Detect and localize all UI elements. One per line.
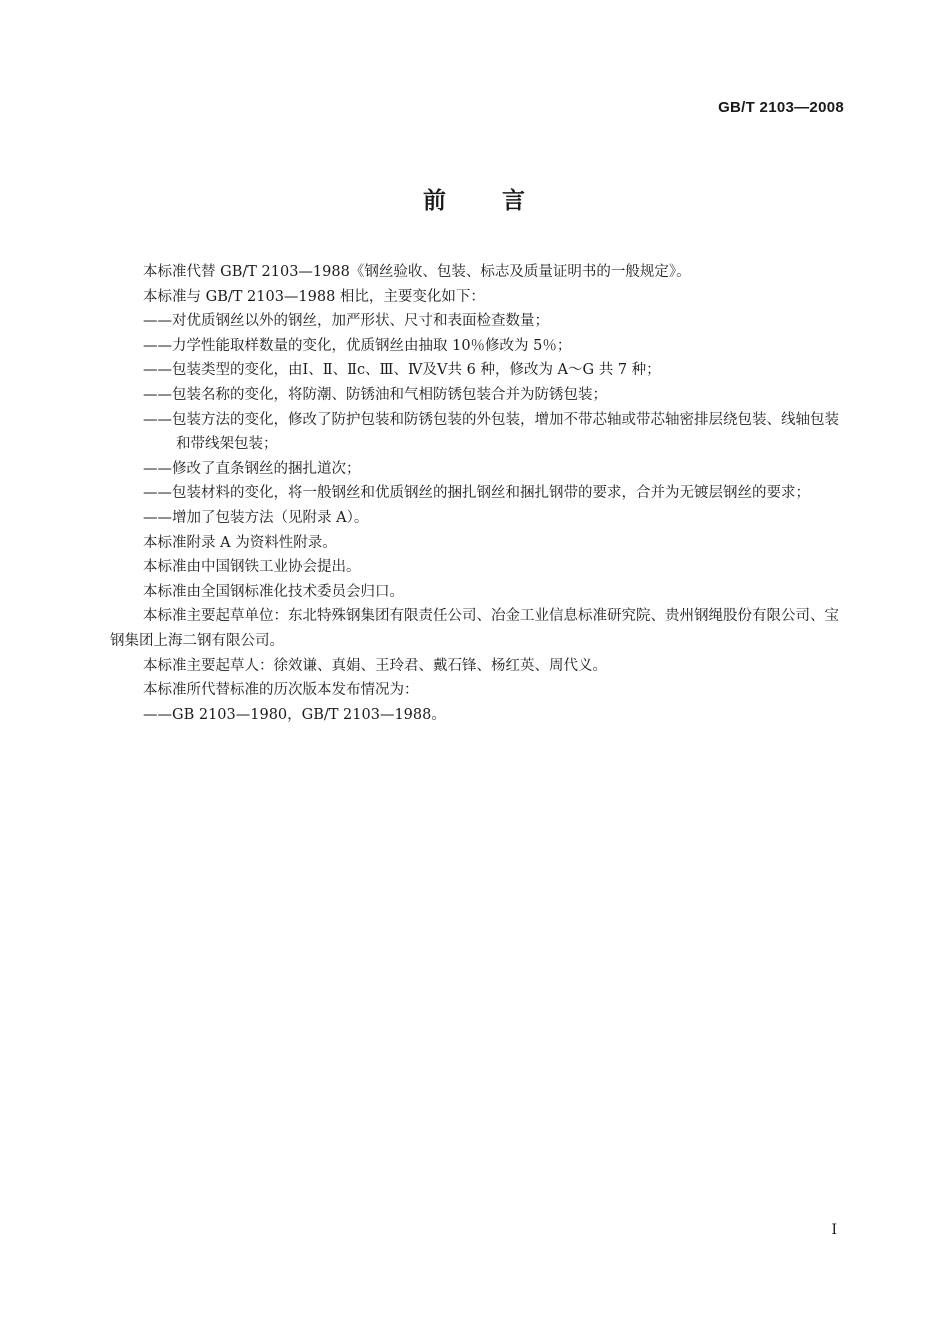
paragraph-replacement: 本标准代替 GB/T 2103—1988《钢丝验收、包装、标志及质量证明书的一般规定》。 (143, 264, 691, 280)
page-title-part-1: 前 (423, 188, 448, 214)
document-body (110, 260, 846, 727)
change-item: ——包装名称的变化，将防潮、防锈油和气相防锈包装合并为防锈包装； (143, 386, 607, 403)
page-title-part-2: 言 (502, 188, 527, 214)
paragraph-comparison: 本标准与 GB/T 2103—1988 相比，主要变化如下： (143, 288, 485, 305)
change-item: ——包装类型的变化，由Ⅰ、Ⅱ、Ⅱc、Ⅲ、Ⅳ及Ⅴ共 6 种，修改为 A～G 共 7 种； (143, 362, 661, 379)
paragraph-proposed-by: 本标准由中国钢铁工业协会提出。 (143, 559, 361, 576)
paragraph-appendix: 本标准附录 A 为资料性附录。 (143, 534, 337, 551)
history-item: ——GB 2103—1980，GB/T 2103—1988。 (143, 706, 446, 723)
paragraph-centralized-by: 本标准由全国钢标准化技术委员会归口。 (143, 583, 404, 600)
change-item: ——对优质钢丝以外的钢丝，加严形状、尺寸和表面检查数量； (143, 313, 549, 330)
paragraph-drafting-units: 本标准主要起草单位：东北特殊钢集团有限责任公司、冶金工业信息标准研究院、贵州钢绳股份有限公司、宝钢集团上海二钢有限公司。 (110, 608, 839, 649)
change-item: ——增加了包装方法（见附录 A）。 (143, 509, 369, 526)
change-item: ——力学性能取样数量的变化，优质钢丝由抽取 10％修改为 5％； (143, 337, 572, 354)
page-number: I (831, 1222, 837, 1238)
change-item: ——包装方法的变化，修改了防护包装和防锈包装的外包装，增加不带芯轴或带芯轴密排层绕包装、线轴包装和带线架包装； (143, 411, 839, 453)
change-item: ——包装材料的变化，将一般钢丝和优质钢丝的捆扎钢丝和捆扎钢带的要求，合并为无镀层钢丝的要求； (143, 485, 810, 502)
paragraph-history: 本标准所代替标准的历次版本发布情况为： (143, 682, 419, 699)
paragraph-drafters: 本标准主要起草人：徐效谦、真娟、王玲君、戴石锋、杨红英、周代义。 (143, 657, 607, 674)
page-title (0, 182, 950, 215)
change-item: ——修改了直条钢丝的捆扎道次； (143, 460, 361, 477)
document-code: GB/T 2103—2008 (718, 99, 844, 116)
